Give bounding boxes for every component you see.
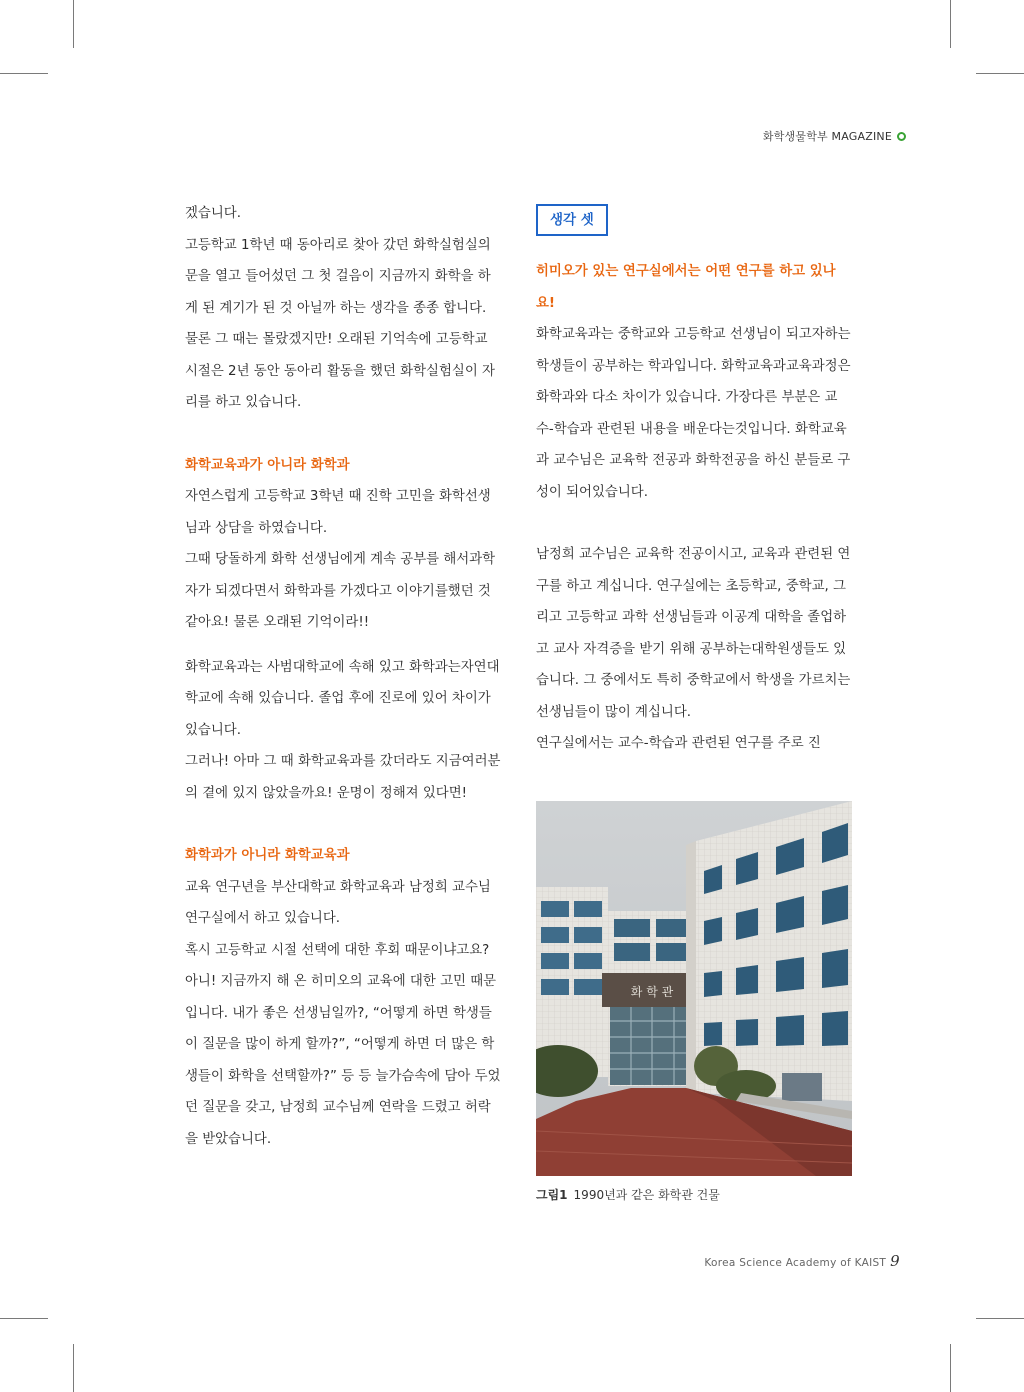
crop-mark [950, 0, 951, 48]
running-footer [704, 1252, 900, 1270]
crop-mark [976, 73, 1024, 74]
green-circle-icon [897, 132, 906, 141]
paragraph: 그때 당돌하게 화학 선생님에게 계속 공부를 해서과학자가 되겠다면서 화학과를 가겠다고 이야기를했던 것 같아요! 물론 오래된 기억이라!! [185, 552, 496, 630]
intro-line: 겠습니다. [185, 206, 241, 221]
question-heading: 히미오가 있는 연구실에서는 어떤 연구를 하고 있나요! [536, 264, 836, 311]
section-box-label: 생각 셋 [536, 204, 608, 236]
page-number: 9 [890, 1252, 900, 1270]
running-header [763, 128, 906, 144]
paragraph: 화학교육과는 사범대학교에 속해 있고 화학과는자연대학교에 속해 있습니다. 졸업 후에 진로에 있어 차이가 있습니다. [185, 659, 500, 738]
crop-mark [73, 1344, 74, 1392]
building-photo [536, 801, 852, 1176]
crop-mark [73, 0, 74, 48]
paragraph: 혹시 고등학교 시절 선택에 대한 후회 때문이냐고요? 아니! 지금까지 해 온 히미오의 교육에 대한 고민 때문입니다. 내가 좋은 선생님일까?, “어떻게 하면 학생들이 질문을 많이 하게 할까?”, “어떻게 하면 더 많은 학생들이 화학을 선택할까?” 등 등 늘가슴속에 담아 두었던 질문을 갖고, 남정희 교수님께 연락을 드렸고 허락을 받았습니다. [185, 942, 501, 1147]
building-sign-text: 화 학 관 [630, 985, 674, 999]
crop-mark [950, 1344, 951, 1392]
caption-text: 1990년과 같은 화학관 건물 [573, 1188, 720, 1202]
left-column [185, 198, 503, 1155]
caption-label: 그림1 [536, 1188, 568, 1202]
paragraph: 화학교육과는 중학교와 고등학교 선생님이 되고자하는 학생들이 공부하는 학과입니다. 화학교육과교육과정은 화학과와 다소 차이가 있습니다. 가장다른 부분은 교수-학습과 관련된 내용을 배운다는것입니다. 화학교육과 교수님은 교육학 전공과 화학전공을 하신 분들로 구성이 되어있습니다. [536, 327, 851, 500]
paragraph: 교육 연구년을 부산대학교 화학교육과 남정희 교수님 연구실에서 하고 있습니다. [185, 879, 491, 926]
paragraph: 자연스럽게 고등학교 3학년 때 진학 고민을 화학선생님과 상담을 하였습니다. [185, 489, 491, 536]
figure-caption [536, 1186, 720, 1203]
section-heading: 화학교육과가 아니라 화학과 [185, 457, 350, 473]
section-heading: 화학과가 아니라 화학교육과 [185, 848, 350, 863]
paragraph: 그러나! 아마 그 때 화학교육과를 갔더라도 지금여러분의 곁에 있지 않았을까요! 운명이 정해져 있다면! [185, 754, 501, 801]
right-column [536, 198, 854, 760]
intro-paragraph: 고등학교 1학년 때 동아리로 찾아 갔던 화학실험실의 문을 열고 들어섰던 그 첫 걸음이 지금까지 화학을 하게 된 계기가 된 것 아닐까 하는 생각을 종종 합니다. 물론 그 때는 몰랐겠지만! 오래된 기억속에 고등학교 시절은 2년 동안 동아리 활동을 했던 화학실험실이 자리를 하고 있습니다. [185, 237, 495, 410]
crop-mark [976, 1318, 1024, 1319]
paragraph: 남정희 교수님은 교육학 전공이시고, 교육과 관련된 연구를 하고 계십니다. 연구실에는 초등학교, 중학교, 그리고 고등학교 과학 선생님들과 이공계 대학을 졸업하고 교사 자격증을 받기 위해 공부하는대학원생들도 있습니다. 그 중에서도 특히 중학교에서 학생을 가르치는 선생님들이 많이 계십니다. [536, 547, 851, 720]
header-title: 화학생물학부 MAGAZINE [762, 130, 892, 143]
crop-mark [0, 73, 48, 74]
footer-text: Korea Science Academy of KAIST [704, 1257, 887, 1269]
crop-mark [0, 1318, 48, 1319]
paragraph: 연구실에서는 교수-학습과 관련된 연구를 주로 진 [536, 736, 821, 751]
